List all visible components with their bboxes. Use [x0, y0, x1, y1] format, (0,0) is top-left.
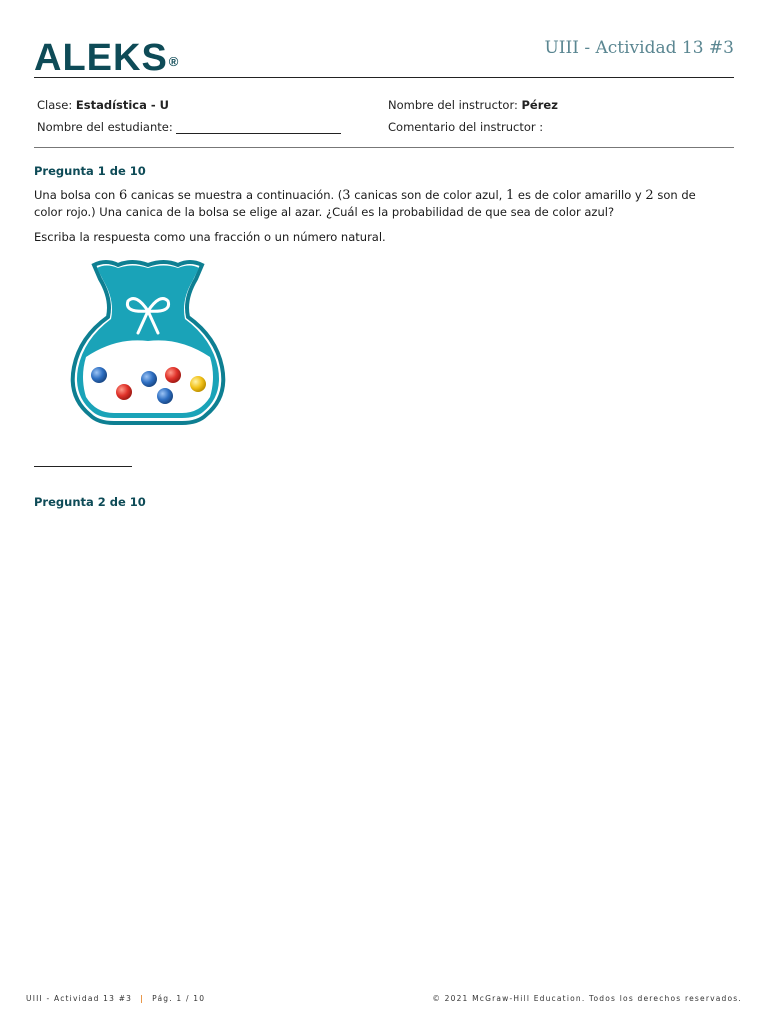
yellow-marble: [190, 376, 206, 392]
red-marble: [116, 384, 132, 400]
footer-document: UIII - Actividad 13 #3: [26, 994, 133, 1003]
footer-copyright: © 2021 McGraw-Hill Education. Todos los derechos reservados.: [432, 994, 742, 1003]
footer-separator: |: [140, 994, 145, 1003]
footer-page-number: Pág. 1 / 10: [152, 994, 206, 1003]
instructor-info: Nombre del instructor: Pérez: [388, 98, 558, 112]
blue-marble: [157, 388, 173, 404]
instructor-comment: Comentario del instructor :: [388, 120, 544, 134]
info-divider: [34, 147, 734, 148]
marble-bag-illustration: [66, 257, 230, 429]
header-divider: [34, 77, 734, 78]
answer-blank: [34, 466, 132, 467]
question-1-heading: Pregunta 1 de 10: [34, 164, 146, 178]
footer-left: [26, 994, 205, 1003]
student-name-blank: [176, 121, 341, 134]
question-1-text: Una bolsa con 6 canicas se muestra a continuación. (3 canicas son de color azul, 1 es de color amarillo y 2 son de color rojo.) Una canica de la bolsa se elige al azar. ¿Cuál es la probabilidad de que sea de color azul?: [34, 188, 696, 219]
class-info: Clase: Estadística - U: [37, 98, 169, 112]
blue-marble: [91, 367, 107, 383]
student-name-field: Nombre del estudiante:: [37, 120, 341, 134]
red-marble: [165, 367, 181, 383]
document-title: UIII - Actividad 13 #3: [544, 38, 734, 58]
question-2-heading: Pregunta 2 de 10: [34, 495, 146, 509]
aleks-logo: ALEKS®: [34, 37, 180, 79]
blue-marble: [141, 371, 157, 387]
question-1-instruction: Escriba la respuesta como una fracción o un número natural.: [34, 230, 386, 244]
